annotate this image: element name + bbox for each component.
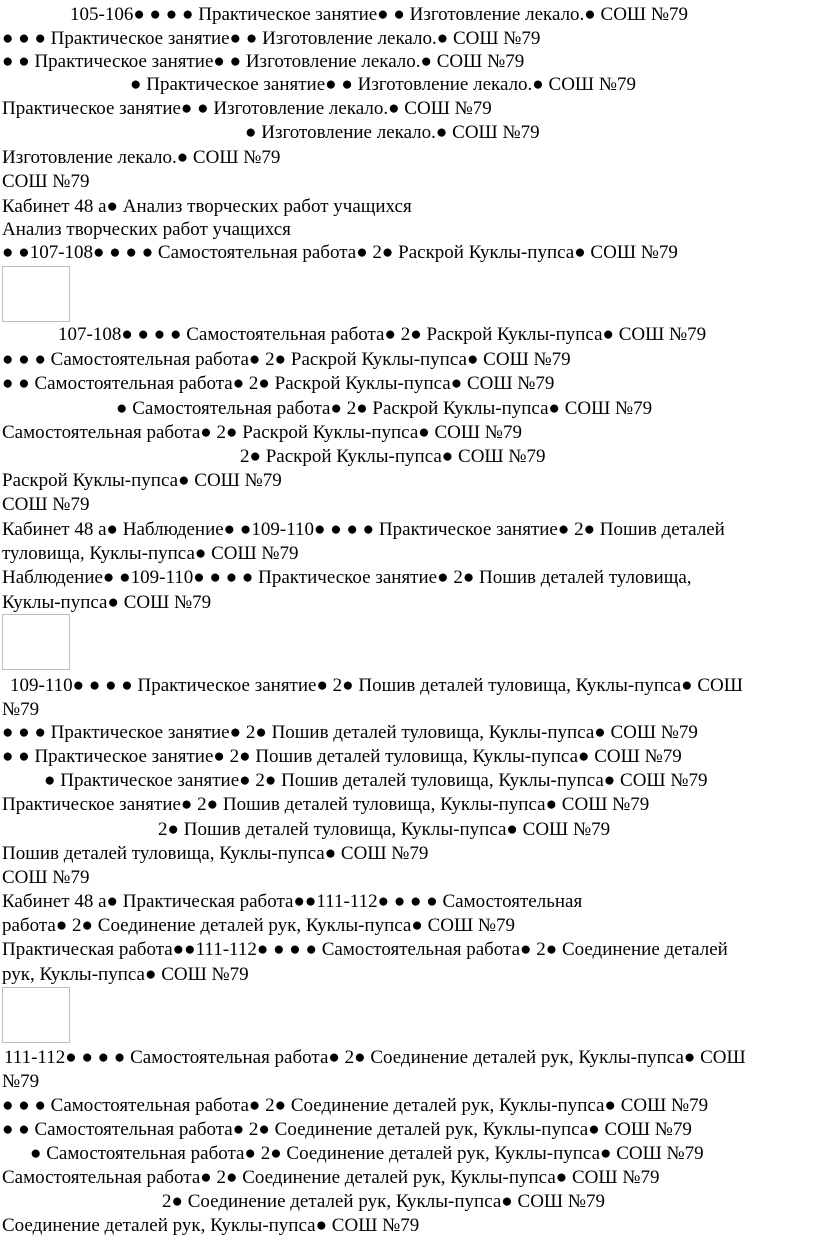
text-line: СОШ №79: [2, 171, 90, 192]
text-line: Практическое занятие● ● Изготовление лекало.● СОШ №79: [2, 98, 492, 119]
text-line: Практическая работа●●111-112● ● ● ● Самостоятельная работа● 2● Соединение деталей: [2, 939, 728, 960]
text-line: ● ● Практическое занятие● 2● Пошив деталей туловища, Куклы-пупса● СОШ №79: [2, 746, 682, 767]
text-line: СОШ №79: [2, 867, 90, 888]
text-line: туловища, Куклы-пупса● СОШ №79: [2, 543, 299, 564]
text-line: Практическое занятие● 2● Пошив деталей туловища, Куклы-пупса● СОШ №79: [2, 794, 650, 815]
text-line: ● ● ● Самостоятельная работа● 2● Раскрой Куклы-пупса● СОШ №79: [2, 349, 571, 370]
text-line: ● ● ● Практическое занятие● 2● Пошив деталей туловища, Куклы-пупса● СОШ №79: [2, 722, 698, 743]
text-line: Анализ творческих работ учащихся: [2, 219, 291, 240]
text-line: рук, Куклы-пупса● СОШ №79: [2, 964, 249, 985]
text-line: №79: [2, 1071, 40, 1092]
text-line: 111-112● ● ● ● Самостоятельная работа● 2● Соединение деталей рук, Куклы-пупса● СОШ: [4, 1047, 746, 1068]
text-line: 2● Соединение деталей рук, Куклы-пупса● СОШ №79: [162, 1191, 605, 1212]
text-line: 109-110● ● ● ● Практическое занятие● 2● Пошив деталей туловища, Куклы-пупса● СОШ: [10, 675, 743, 696]
text-line: 105-106● ● ● ● Практическое занятие● ● Изготовление лекало.● СОШ №79: [70, 4, 688, 25]
text-line: Куклы-пупса● СОШ №79: [2, 592, 212, 613]
text-line: ● Самостоятельная работа● 2● Соединение деталей рук, Куклы-пупса● СОШ №79: [30, 1143, 704, 1164]
text-line: ● Самостоятельная работа● 2● Раскрой Куклы-пупса● СОШ №79: [116, 398, 653, 419]
text-line: ● ● ● Практическое занятие● ● Изготовление лекало.● СОШ №79: [2, 28, 541, 49]
text-line: Кабинет 48 а● Наблюдение● ●109-110● ● ● ● Практическое занятие● 2● Пошив деталей: [2, 519, 725, 540]
text-line: Пошив деталей туловища, Куклы-пупса● СОШ №79: [2, 843, 429, 864]
text-line: ● ●107-108● ● ● ● Самостоятельная работа● 2● Раскрой Куклы-пупса● СОШ №79: [2, 242, 678, 263]
text-line: ● ● Самостоятельная работа● 2● Раскрой Куклы-пупса● СОШ №79: [2, 373, 555, 394]
text-line: работа● 2● Соединение деталей рук, Куклы-пупса● СОШ №79: [2, 915, 516, 936]
text-line: 107-108● ● ● ● Самостоятельная работа● 2● Раскрой Куклы-пупса● СОШ №79: [58, 324, 707, 345]
text-line: №79: [2, 699, 40, 720]
image-placeholder: [2, 266, 70, 322]
text-line: Самостоятельная работа● 2● Соединение деталей рук, Куклы-пупса● СОШ №79: [2, 1167, 660, 1188]
text-line: Раскрой Куклы-пупса● СОШ №79: [2, 470, 282, 491]
text-line: Изготовление лекало.● СОШ №79: [2, 147, 281, 168]
text-line: ● ● Самостоятельная работа● 2● Соединение деталей рук, Куклы-пупса● СОШ №79: [2, 1119, 692, 1140]
image-placeholder: [2, 614, 70, 670]
text-line: 2● Пошив деталей туловища, Куклы-пупса● СОШ №79: [158, 819, 611, 840]
text-line: ● Практическое занятие● ● Изготовление лекало.● СОШ №79: [130, 74, 636, 95]
text-line: Кабинет 48 а● Анализ творческих работ учащихся: [2, 196, 412, 217]
text-line: Кабинет 48 а● Практическая работа●●111-112● ● ● ● Самостоятельная: [2, 891, 583, 912]
text-line: Соединение деталей рук, Куклы-пупса● СОШ №79: [2, 1215, 420, 1236]
text-line: ● Практическое занятие● 2● Пошив деталей туловища, Куклы-пупса● СОШ №79: [44, 770, 708, 791]
text-line: ● ● Практическое занятие● ● Изготовление лекало.● СОШ №79: [2, 51, 525, 72]
text-line: Наблюдение● ●109-110● ● ● ● Практическое занятие● 2● Пошив деталей туловища,: [2, 567, 692, 588]
text-line: Самостоятельная работа● 2● Раскрой Куклы-пупса● СОШ №79: [2, 422, 522, 443]
text-line: ● Изготовление лекало.● СОШ №79: [245, 122, 540, 143]
text-line: 2● Раскрой Куклы-пупса● СОШ №79: [240, 446, 546, 467]
text-line: ● ● ● Самостоятельная работа● 2● Соединение деталей рук, Куклы-пупса● СОШ №79: [2, 1095, 709, 1116]
text-line: СОШ №79: [2, 494, 90, 515]
image-placeholder: [2, 987, 70, 1043]
